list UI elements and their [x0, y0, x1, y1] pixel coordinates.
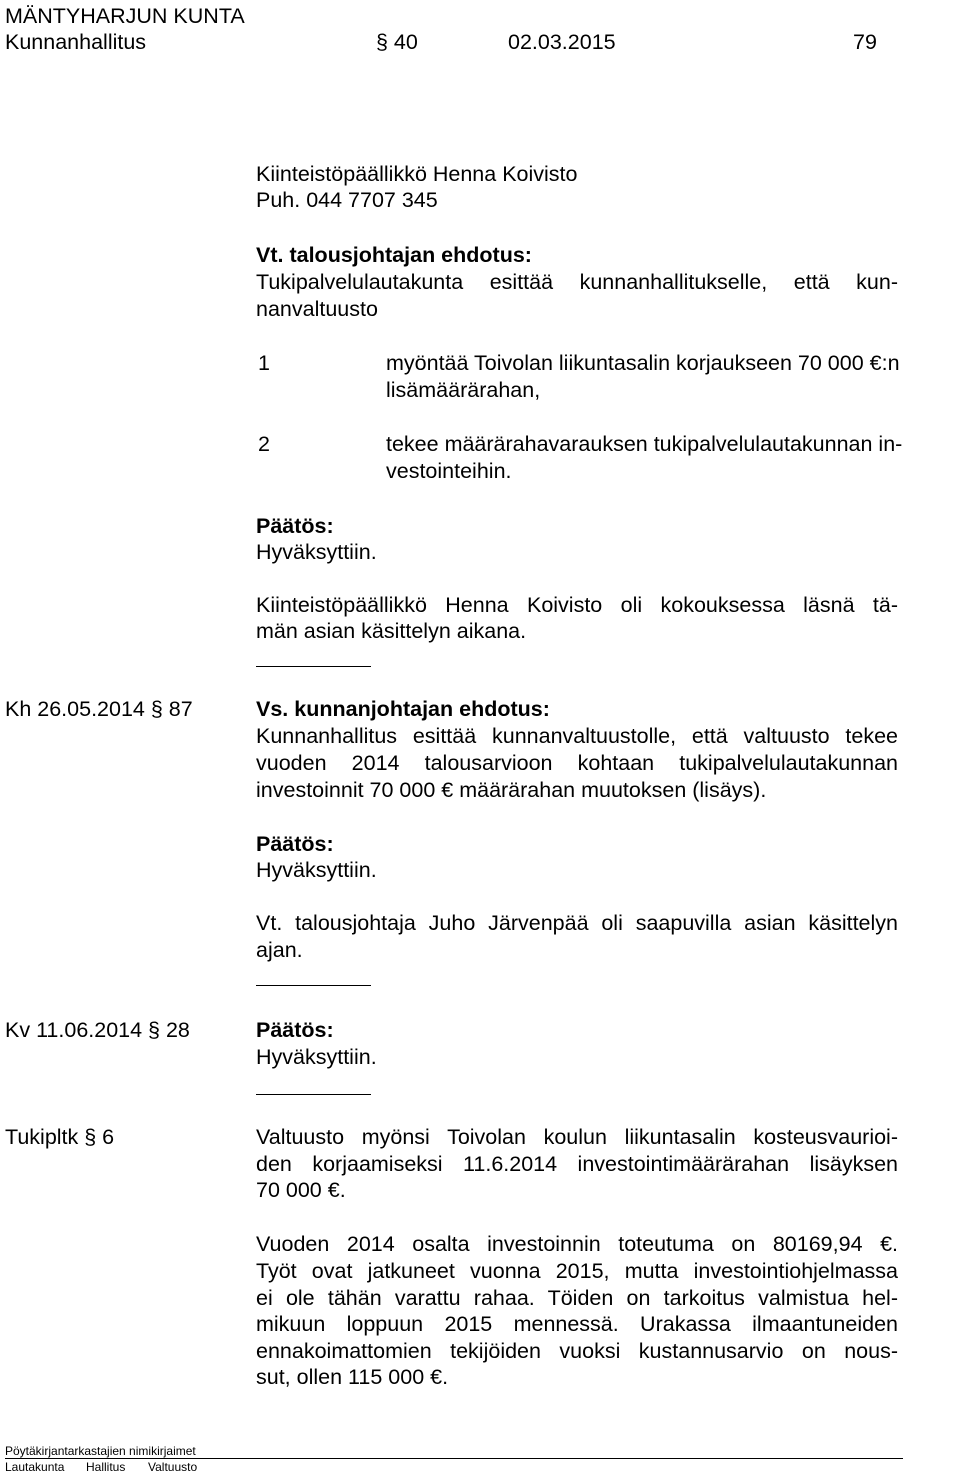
footer-col-hallitus: Hallitus: [86, 1460, 126, 1474]
contact-name: Kiinteistöpäällikkö Henna Koivisto: [256, 162, 578, 186]
proposal-item-1-line1: myöntää Toivolan liikuntasalin korjaukseen 70 000 €:n: [386, 351, 900, 375]
tukipltk-p2-line3: ei ole tähän varattu rahaa. Töiden on tarkoitus valmistua hel-: [256, 1286, 898, 1310]
kh-note-line2: ajan.: [256, 938, 303, 962]
separator-line: [256, 666, 371, 667]
proposal-heading-text: talousjohtajan ehdotus:: [289, 243, 532, 267]
kh-heading-text: kunnanjohtajan ehdotus:: [294, 697, 550, 721]
tukipltk-p2-line2: Työt ovat jatkuneet vuonna 2015, mutta investointiohjelmassa: [256, 1259, 898, 1283]
section-number: § 40: [376, 30, 418, 54]
kv-decision: Hyväksyttiin.: [256, 1045, 377, 1069]
proposal-heading-prefix: Vt.: [256, 243, 284, 267]
page-number: 79: [853, 30, 877, 54]
proposal-item-2-line2: vestointeihin.: [386, 459, 512, 483]
kh-text-line2: vuoden 2014 talousarvioon kohtaan tukipalvelulautakunnan: [256, 751, 898, 775]
proposal-decision: Hyväksyttiin.: [256, 540, 377, 564]
tukipltk-p1-line1: Valtuusto myönsi Toivolan koulun liikuntasalin kosteusvaurioi-: [256, 1125, 898, 1149]
tukipltk-p1-line3: 70 000 €.: [256, 1178, 346, 1202]
kh-text-line3: investoinnit 70 000 € määrärahan muutoksen (lisäys).: [256, 778, 767, 802]
proposal-note-line1: Kiinteistöpäällikkö Henna Koivisto oli kokouksessa läsnä tä-: [256, 593, 898, 617]
proposal-item-2-number: 2: [258, 432, 270, 456]
tukipltk-reference: Tukipltk § 6: [5, 1125, 115, 1149]
tukipltk-p2-line4: mikuun loppuun 2015 mennessä. Urakassa ilmaantuneiden: [256, 1312, 898, 1336]
proposal-intro-line2: nanvaltuusto: [256, 297, 378, 321]
kh-reference: Kh 26.05.2014 § 87: [5, 697, 193, 721]
tukipltk-p1-line2: den korjaamiseksi 11.6.2014 investointimäärärahan lisäyksen: [256, 1152, 898, 1176]
contact-phone: Puh. 044 7707 345: [256, 188, 438, 212]
kh-decision: Hyväksyttiin.: [256, 858, 377, 882]
meeting-body: Kunnanhallitus: [5, 30, 147, 54]
kh-decision-label: Päätös:: [256, 832, 334, 856]
proposal-item-1-line2: lisämäärärahan,: [386, 378, 541, 402]
footer-col-lautakunta: Lautakunta: [5, 1460, 65, 1474]
kh-heading: [256, 696, 550, 723]
kh-text-line1: Kunnanhallitus esittää kunnanvaltuustolle, että valtuusto tekee: [256, 724, 898, 748]
proposal-item-2-line1: tekee määrärahavarauksen tukipalvelulautakunnan in-: [386, 432, 903, 456]
proposal-intro-line1: Tukipalvelulautakunta esittää kunnanhallitukselle, että kun-: [256, 270, 898, 294]
footer-col-valtuusto: Valtuusto: [148, 1460, 198, 1474]
tukipltk-p2-line1: Vuoden 2014 osalta investoinnin toteutuma on 80169,94 €.: [256, 1232, 898, 1256]
separator-line: [256, 985, 371, 986]
kv-decision-label: Päätös:: [256, 1018, 334, 1042]
proposal-decision-label: Päätös:: [256, 514, 334, 538]
kh-heading-prefix: Vs.: [256, 697, 289, 721]
proposal-note-line2: män asian käsittelyn aikana.: [256, 619, 527, 643]
proposal-heading: [256, 242, 532, 269]
footer-title: Pöytäkirjantarkastajien nimikirjaimet: [5, 1444, 196, 1458]
separator-line: [256, 1094, 371, 1095]
proposal-item-1-number: 1: [258, 351, 270, 375]
meeting-date: 02.03.2015: [508, 30, 616, 54]
organization-name: MÄNTYHARJUN KUNTA: [5, 4, 245, 28]
kh-note-line1: Vt. talousjohtaja Juho Järvenpää oli saapuvilla asian käsittelyn: [256, 911, 898, 935]
footer-rule: [5, 1458, 903, 1459]
tukipltk-p2-line6: sut, ollen 115 000 €.: [256, 1365, 449, 1389]
tukipltk-p2-line5: ennakoimattomien tekijöiden vuoksi kustannusarvio on nous-: [256, 1339, 898, 1363]
kv-reference: Kv 11.06.2014 § 28: [5, 1018, 190, 1042]
